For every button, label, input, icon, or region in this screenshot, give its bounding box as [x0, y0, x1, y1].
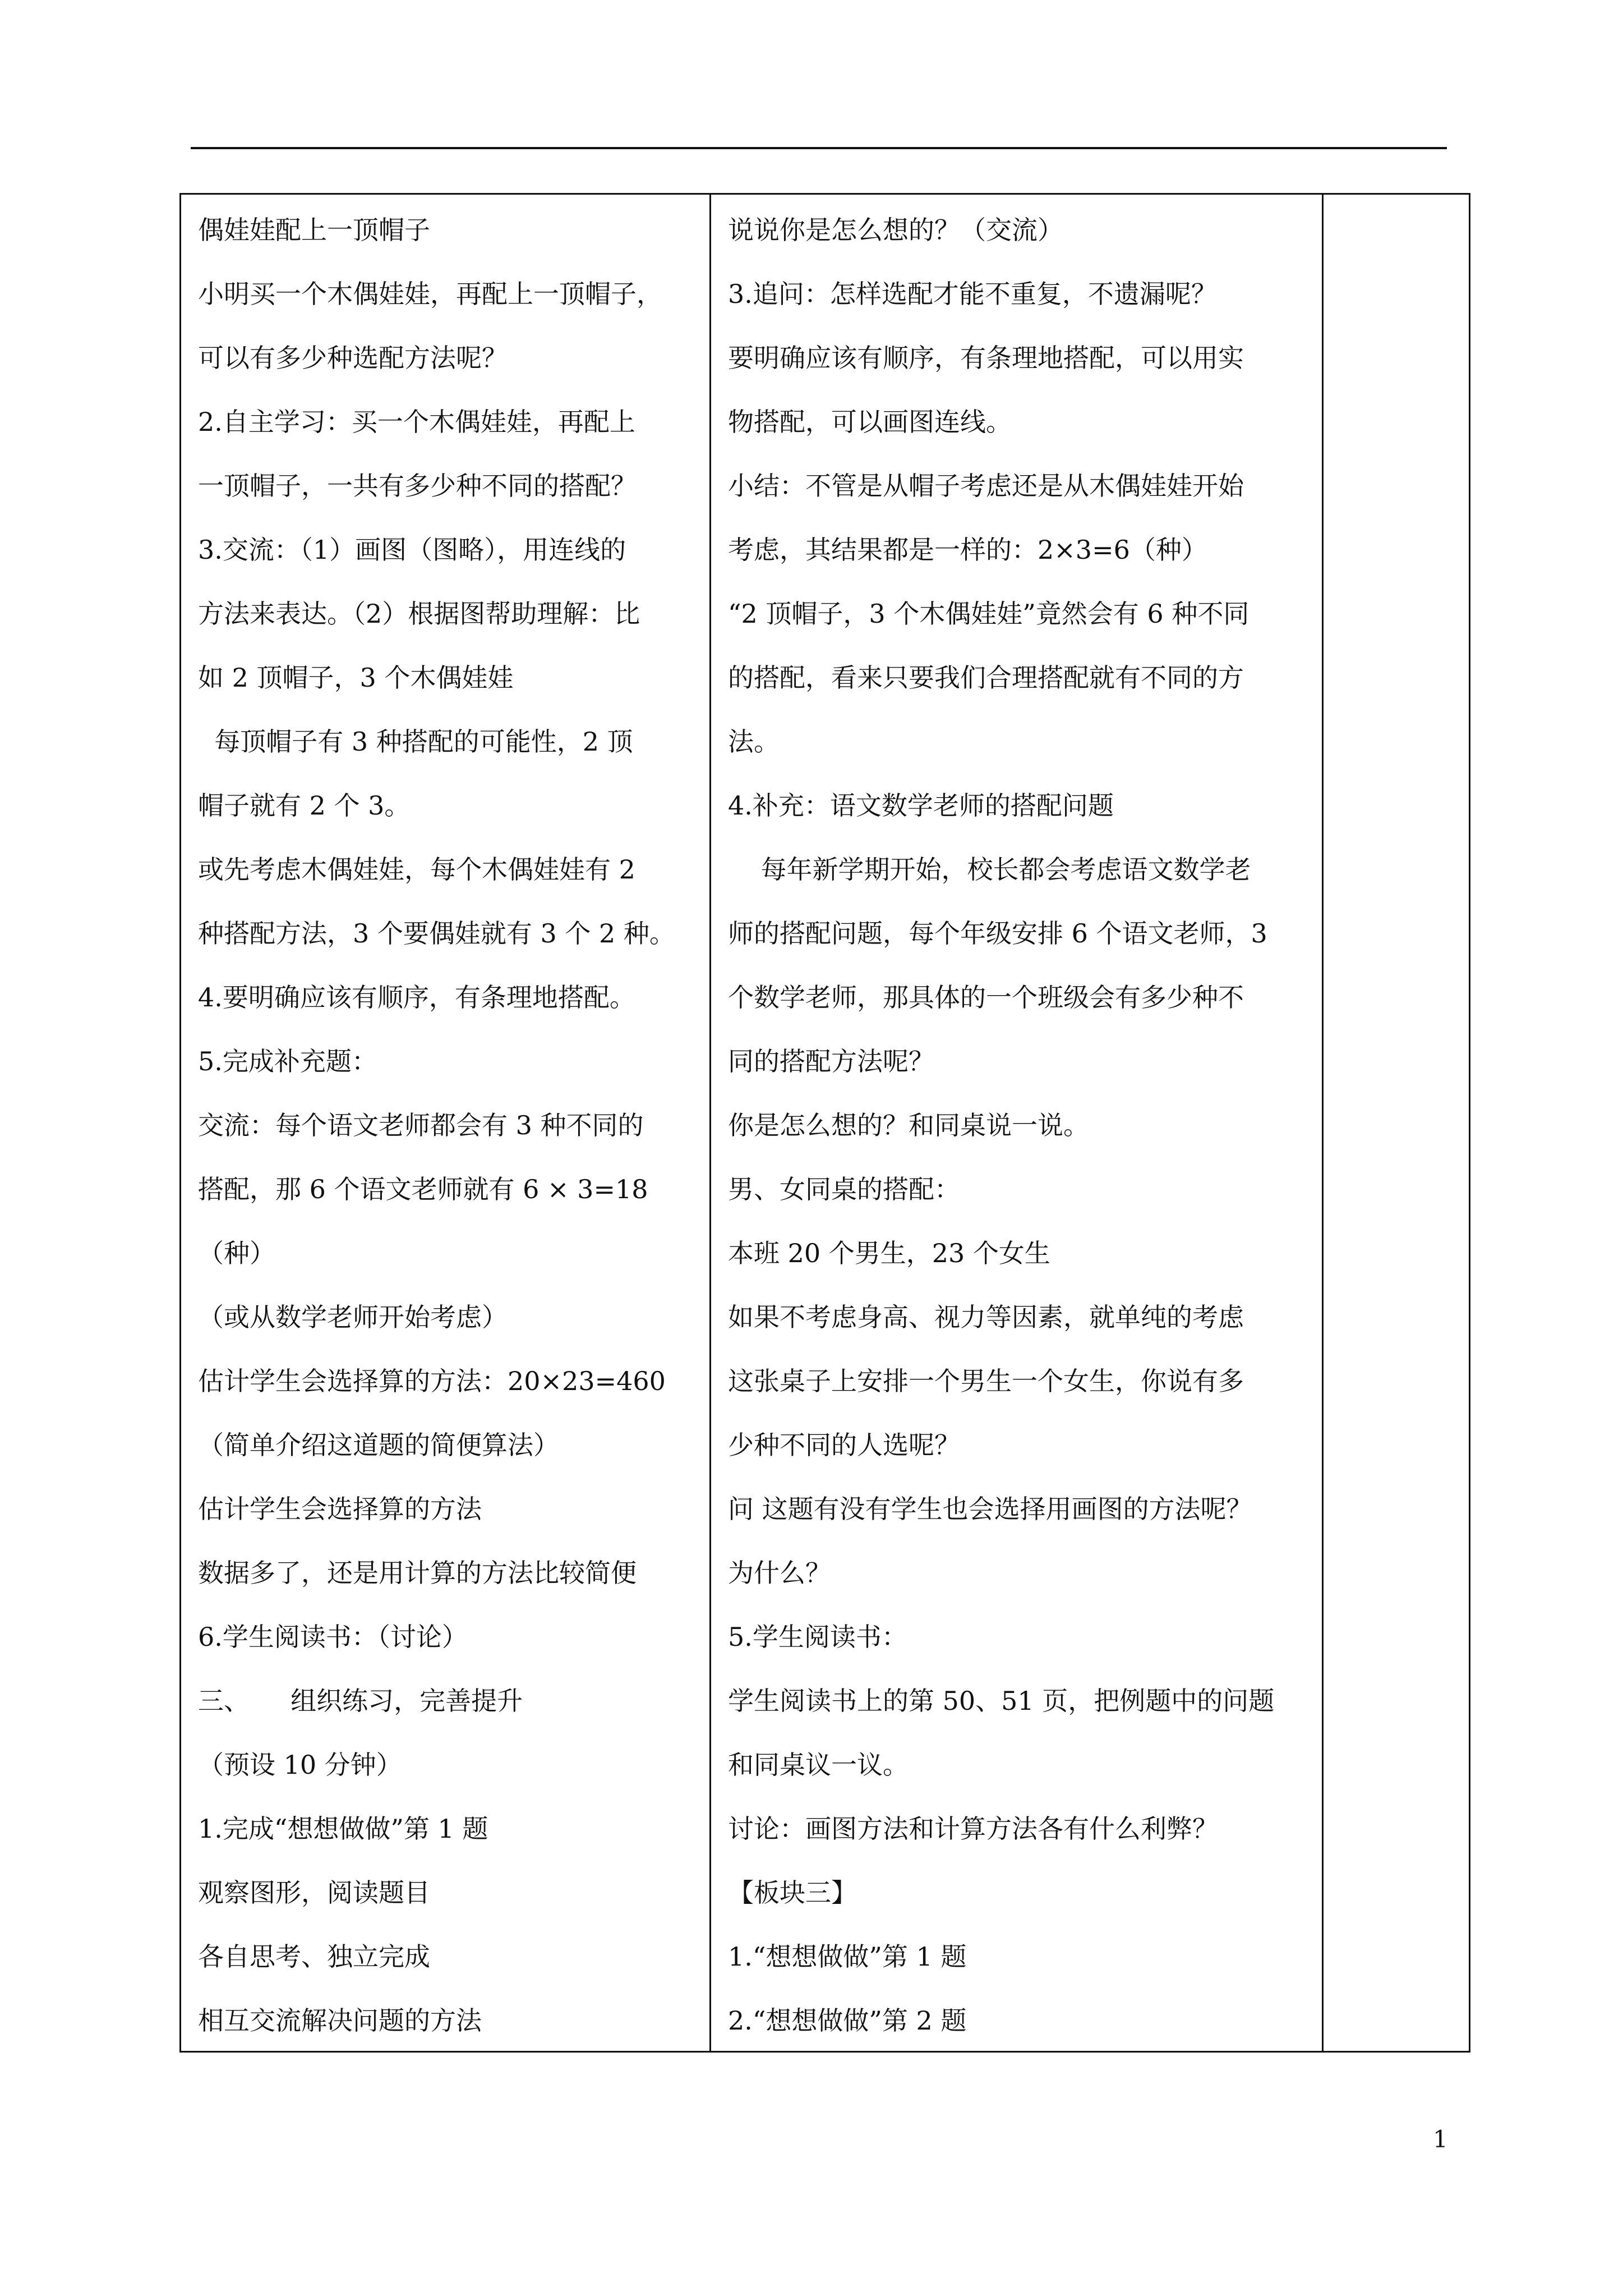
text-line: 或先考虑木偶娃娃，每个木偶娃娃有 2 — [198, 854, 635, 885]
text-line: 男、女同桌的搭配： — [728, 1174, 960, 1204]
text-line: 少种不同的人选呢？ — [728, 1430, 960, 1460]
text-line: 小明买一个木偶娃娃，再配上一顶帽子， — [198, 279, 662, 309]
text-line: 种搭配方法，3 个要偶娃就有 3 个 2 种。 — [198, 918, 675, 949]
text-line: 本班 20 个男生，23 个女生 — [728, 1238, 1050, 1268]
student-activity-column — [181, 195, 711, 2051]
text-line: 4.要明确应该有顺序，有条理地搭配。 — [198, 982, 635, 1013]
text-line: 相互交流解决问题的方法 — [198, 2005, 482, 2036]
text-line: 你是怎么想的？和同桌说一说。 — [728, 1110, 1089, 1140]
teacher-activity-lines — [728, 216, 1314, 2070]
text-line: 方法来表达。（2）根据图帮助理解：比 — [198, 599, 640, 629]
text-line: 1.“想想做做”第 1 题 — [728, 1941, 967, 1972]
text-line: 【板块三】 — [728, 1878, 857, 1908]
text-line: 可以有多少种选配方法呢？ — [198, 343, 508, 373]
text-line: 个数学老师，那具体的一个班级会有多少种不 — [728, 982, 1244, 1013]
text-line: 4.补充：语文数学老师的搭配问题 — [728, 790, 1114, 821]
text-line: 1.完成“想想做做”第 1 题 — [198, 1814, 488, 1844]
text-line: 小结：不管是从帽子考虑还是从木偶娃娃开始 — [728, 471, 1244, 501]
text-line: 5.完成补充题： — [198, 1046, 377, 1076]
text-line: 3.追问：怎样选配才能不重复，不遗漏呢？ — [728, 279, 1217, 309]
text-line: 搭配，那 6 个语文老师就有 6 × 3=18 — [198, 1174, 648, 1204]
notes-column — [1324, 195, 1469, 2051]
text-line: 每顶帽子有 3 种搭配的可能性，2 顶 — [198, 726, 633, 757]
student-activity-lines — [198, 216, 702, 2070]
text-line: 2.“想想做做”第 2 题 — [728, 2005, 967, 2036]
header-rule — [191, 147, 1447, 149]
text-line: 帽子就有 2 个 3。 — [198, 790, 411, 821]
text-line: 为什么？ — [728, 1558, 831, 1588]
text-line: （预设 10 分钟） — [198, 1750, 402, 1780]
text-line: 三、 组织练习，完善提升 — [198, 1686, 523, 1716]
text-line: 要明确应该有顺序，有条理地搭配，可以用实 — [728, 343, 1244, 373]
text-line: 5.学生阅读书： — [728, 1622, 907, 1652]
text-line: 师的搭配问题，每个年级安排 6 个语文老师，3 — [728, 918, 1267, 949]
text-line: 3.交流：（1）画图（图略），用连线的 — [198, 535, 626, 565]
text-line: “2 顶帽子，3 个木偶娃娃”竟然会有 6 种不同 — [728, 599, 1249, 629]
text-line: 法。 — [728, 726, 780, 757]
text-line: 同的搭配方法呢？ — [728, 1046, 934, 1076]
text-line: 如 2 顶帽子，3 个木偶娃娃 — [198, 662, 514, 693]
text-line: （简单介绍这道题的简便算法） — [198, 1430, 559, 1460]
text-line: 6.学生阅读书：（讨论） — [198, 1622, 468, 1652]
text-line: 考虑，其结果都是一样的：2×3=6（种） — [728, 535, 1207, 565]
text-line: 偶娃娃配上一顶帽子 — [198, 215, 430, 245]
text-line: 估计学生会选择算的方法 — [198, 1494, 482, 1524]
text-line: 观察图形，阅读题目 — [198, 1878, 430, 1908]
text-line: 说说你是怎么想的？（交流） — [728, 215, 1063, 245]
text-line: （或从数学老师开始考虑） — [198, 1302, 508, 1332]
page-number: 1 — [1433, 2125, 1448, 2153]
text-line: 估计学生会选择算的方法：20×23=460 — [198, 1366, 666, 1396]
text-line: 各自思考、独立完成 — [198, 1941, 430, 1972]
text-line: 学生阅读书上的第 50、51 页，把例题中的问题 — [728, 1686, 1275, 1716]
lesson-plan-table — [179, 193, 1470, 2053]
text-line: 一顶帽子，一共有多少种不同的搭配？ — [198, 471, 637, 501]
text-line: 数据多了，还是用计算的方法比较简便 — [198, 1558, 637, 1588]
text-line: 物搭配，可以画图连线。 — [728, 407, 1012, 437]
text-line: 这张桌子上安排一个男生一个女生，你说有多 — [728, 1366, 1244, 1396]
text-line: 问 这题有没有学生也会选择用画图的方法呢？ — [728, 1494, 1252, 1524]
text-line: 每年新学期开始，校长都会考虑语文数学老 — [728, 854, 1251, 885]
text-line: 和同桌议一议。 — [728, 1750, 909, 1780]
text-line: 2.自主学习：买一个木偶娃娃，再配上 — [198, 407, 635, 437]
text-line: 交流：每个语文老师都会有 3 种不同的 — [198, 1110, 644, 1140]
teacher-activity-column — [711, 195, 1324, 2051]
text-line: 的搭配，看来只要我们合理搭配就有不同的方 — [728, 662, 1244, 693]
text-line: 如果不考虑身高、视力等因素，就单纯的考虑 — [728, 1302, 1244, 1332]
text-line: 讨论：画图方法和计算方法各有什么利弊？ — [728, 1814, 1218, 1844]
text-line: （种） — [198, 1238, 275, 1268]
